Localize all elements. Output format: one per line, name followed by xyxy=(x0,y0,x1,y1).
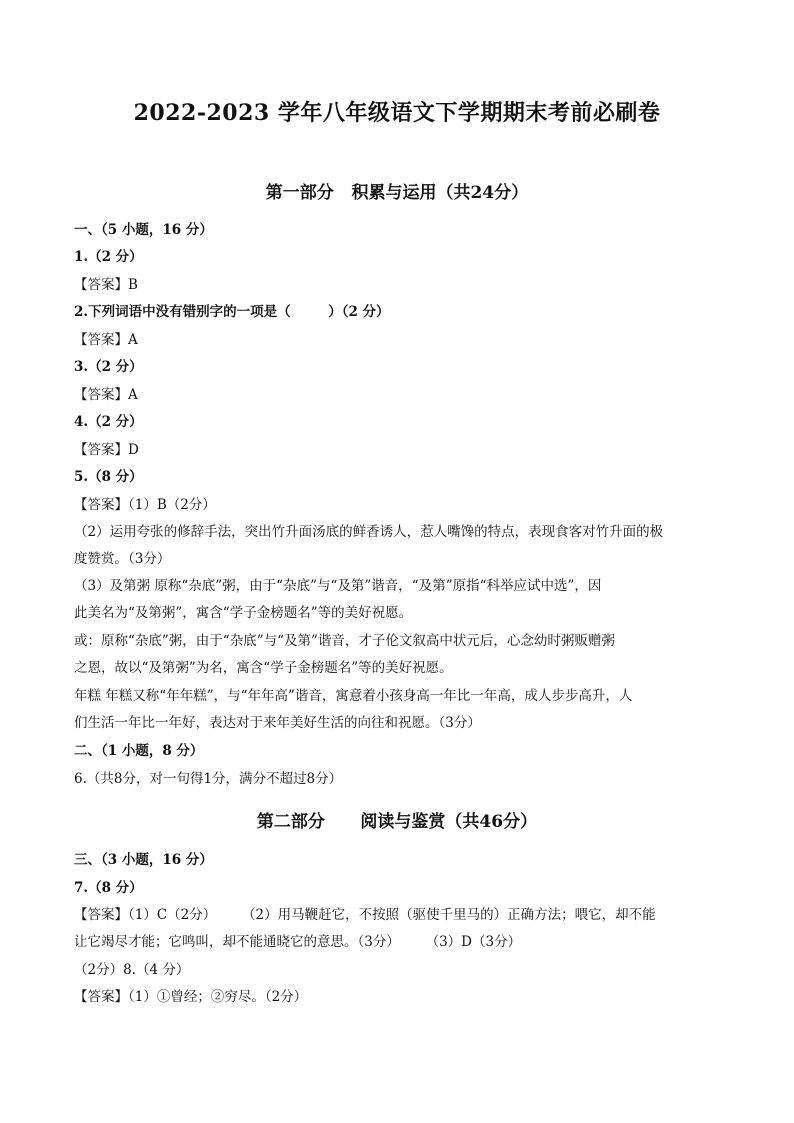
section-two-heading: 二、（1 小题，8 分） xyxy=(74,743,204,759)
answer-7-line-2: 让它竭尽才能；它鸣叫，却不能通晓它的意思。（3分） （3）D（3分） xyxy=(74,934,522,950)
answer-5-niangao-line-1: 年糕 年糕又称“年年糕”，与“年年高”谐音，寓意着小孩身高一年比一年高，成人步步高升，人 xyxy=(74,688,633,704)
answer-5-part-2-line-1: （2）运用夸张的修辞手法，突出竹升面汤底的鲜香诱人，惹人嘴馋的特点，表现食客对竹升面的极 xyxy=(74,524,664,540)
question-4: 4.（2 分） xyxy=(74,414,143,430)
answer-5-alt-line-2: 之恩，故以“及第粥”为名，寓含“学子金榜题名”等的美好祝愿。 xyxy=(74,660,453,676)
question-8: （2分）8.（4 分） xyxy=(74,962,190,978)
question-2: 2.下列词语中没有错别字的一项是（ ）（2 分） xyxy=(74,304,390,320)
answer-5-part-1: 【答案】（1）B（2分） xyxy=(74,497,216,513)
part-one-heading: 第一部分 积累与运用（共24分） xyxy=(265,183,529,203)
answer-5-part-3-line-2: 此美名为“及第粥”，寓含“学子金榜题名”等的美好祝愿。 xyxy=(74,605,413,621)
answer-5-niangao-line-2: 们生活一年比一年好，表达对于来年美好生活的向往和祝愿。（3分） xyxy=(74,715,481,731)
section-one-heading: 一、（5 小题，16 分） xyxy=(74,222,213,238)
part-two-heading: 第二部分 阅读与鉴赏（共46分） xyxy=(256,812,538,832)
question-5: 5.（8 分） xyxy=(74,469,143,485)
answer-7-line-1: 【答案】（1）C（2分） （2）用马鞭赶它，不按照（驱使千里马的）正确方法；喂它，却不能 xyxy=(74,907,656,923)
document-title: 2022-2023 学年八年级语文下学期期末考前必刷卷 xyxy=(133,100,661,126)
question-6: 6.（共8分，对一句得1分，满分不超过8分） xyxy=(74,771,343,787)
answer-5-part-2-line-2: 度赞赏。（3分） xyxy=(74,551,171,567)
answer-5-alt-line-1: 或：原称“杂底”粥，由于“杂底”与“及第”谐音，才子伦文叙高中状元后，心念幼时粥贩赠粥 xyxy=(74,633,615,649)
answer-1: 【答案】B xyxy=(74,277,138,293)
answer-5-part-3-line-1: （3）及第粥 原称“杂底”粥，由于“杂底”与“及第”谐音，“及第”原指“科举应试中选”，因 xyxy=(74,578,602,594)
question-7: 7.（8 分） xyxy=(74,880,143,896)
answer-4: 【答案】D xyxy=(74,442,139,458)
question-3: 3.（2 分） xyxy=(74,359,143,375)
question-1: 1.（2 分） xyxy=(74,249,143,265)
answer-8: 【答案】（1）①曾经；②穷尽。（2分） xyxy=(74,989,308,1005)
answer-2: 【答案】A xyxy=(74,332,138,348)
section-three-heading: 三、（3 小题，16 分） xyxy=(74,852,213,868)
answer-3: 【答案】A xyxy=(74,387,138,403)
